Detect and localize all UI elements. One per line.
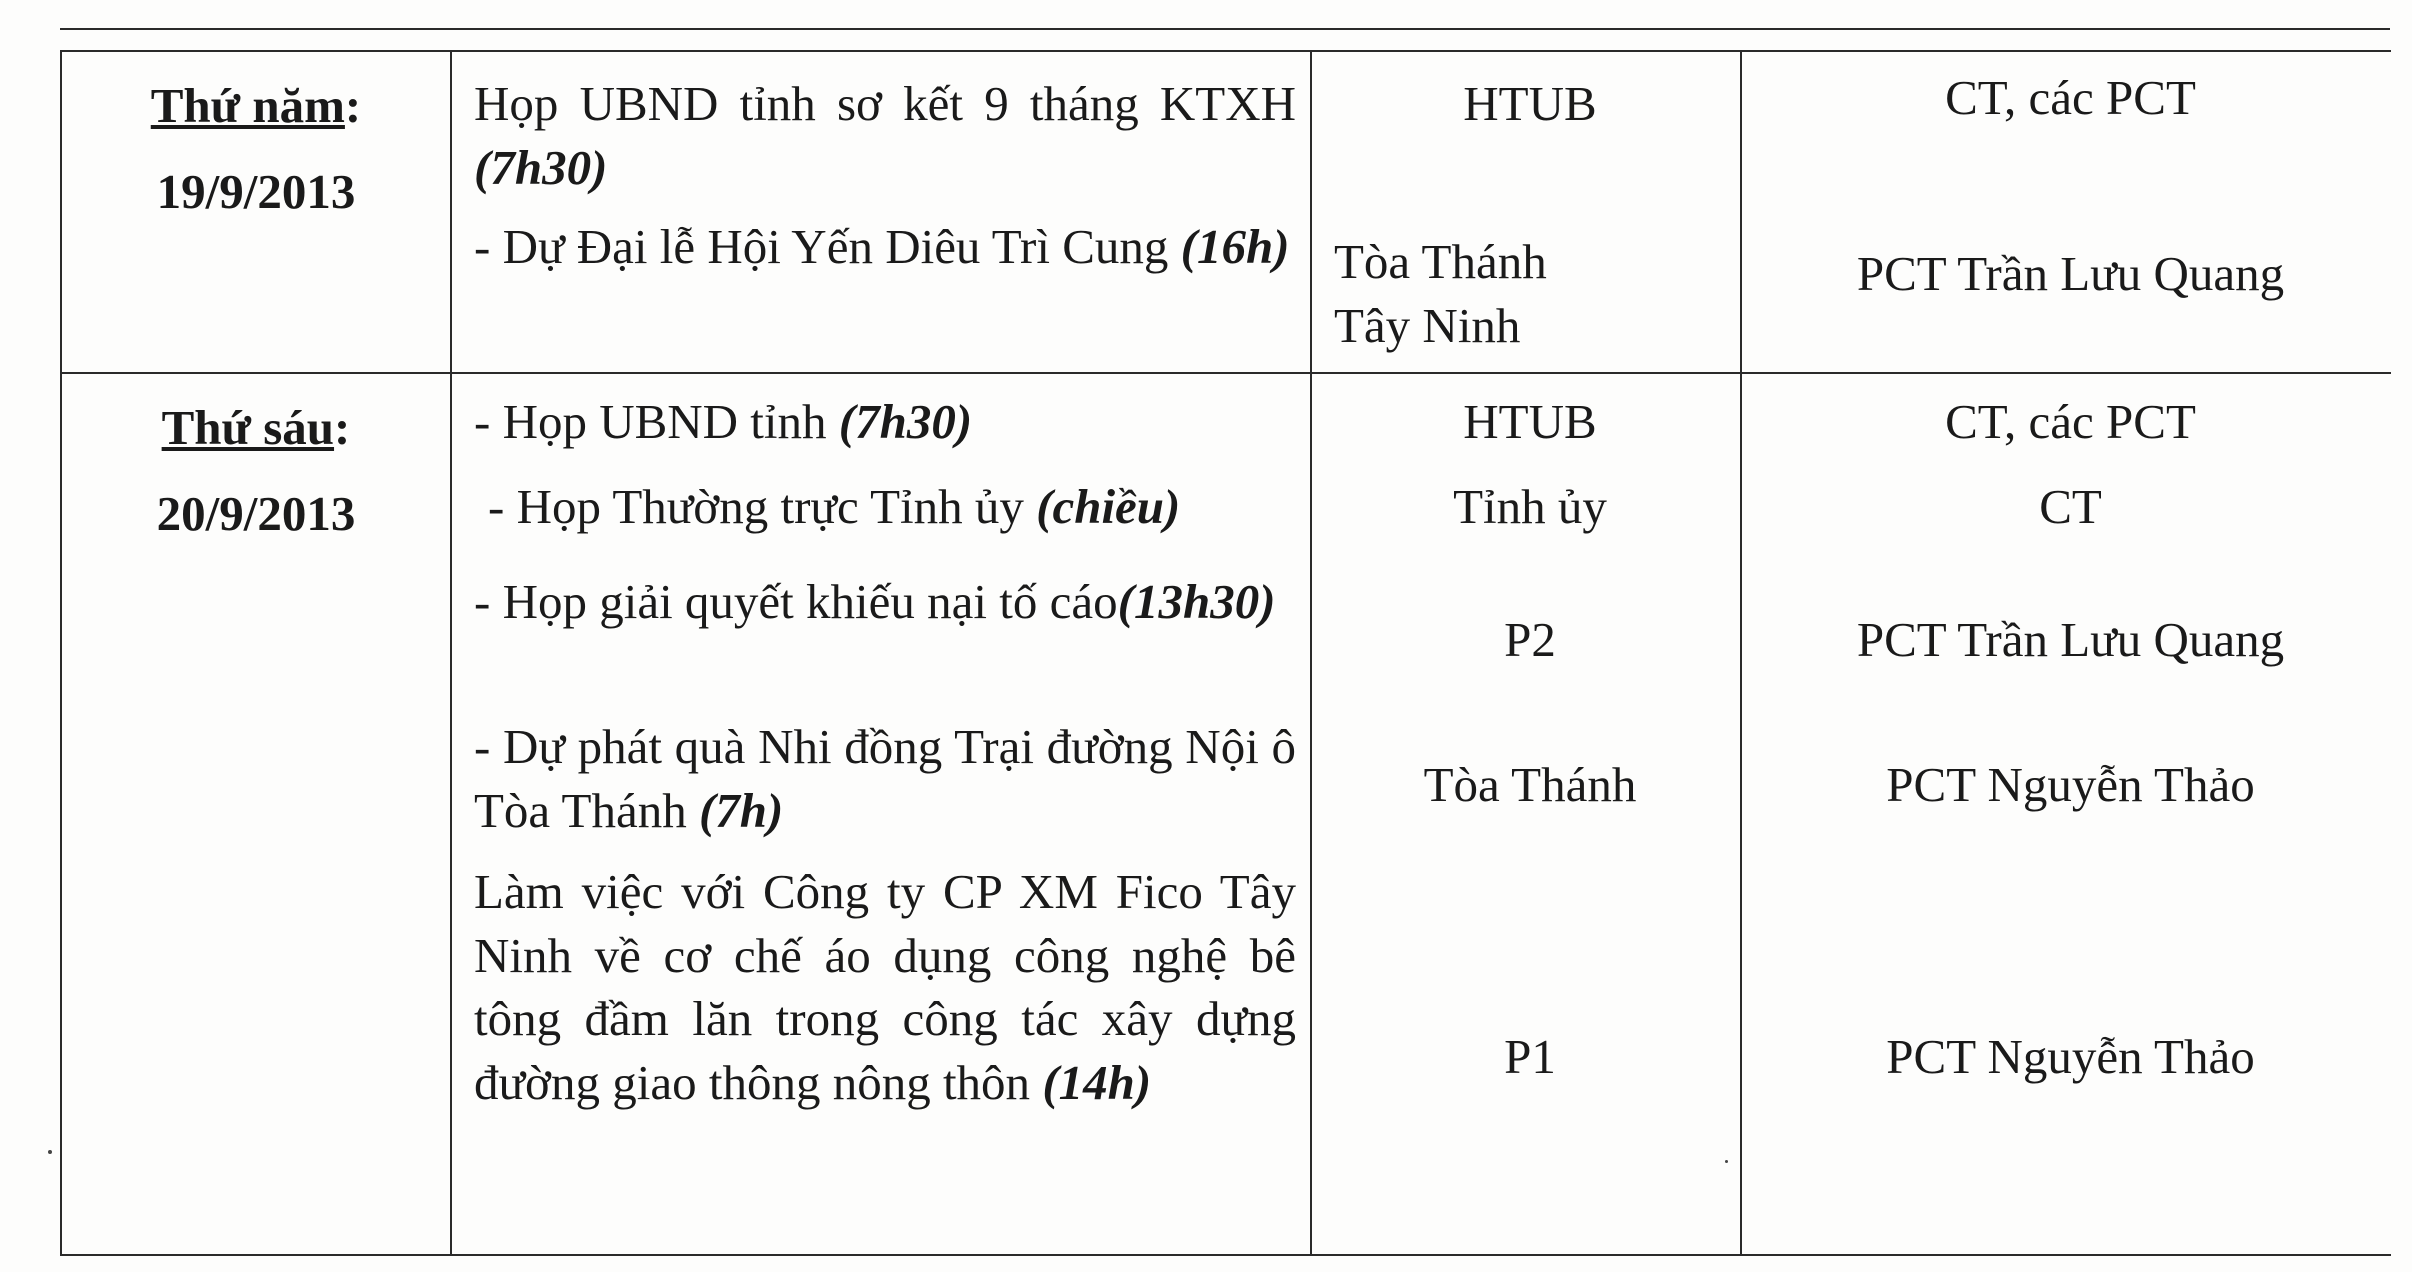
event-content: - Dự phát quà Nhi đồng Trại đường Nội ô Tòa Thánh bbox=[474, 719, 1296, 838]
location-item bbox=[1312, 564, 1740, 709]
day-name: Thứ năm bbox=[150, 78, 345, 133]
event-time: (7h30) bbox=[474, 139, 608, 195]
table-top-border bbox=[60, 28, 2390, 30]
attendees-item bbox=[1742, 564, 2391, 709]
event-attendees: CT, các PCT bbox=[1945, 394, 2196, 449]
day-cell bbox=[61, 51, 451, 373]
event-attendees: PCT Trần Lưu Quang bbox=[1856, 611, 2285, 667]
event-attendees: PCT Nguyễn Thảo bbox=[1886, 756, 2255, 812]
attendees-item bbox=[1742, 854, 2391, 1254]
event-time: (14h) bbox=[1042, 1055, 1152, 1111]
day-name: Thứ sáu bbox=[161, 400, 335, 455]
event-time: (7h) bbox=[698, 782, 784, 838]
event-attendees: CT, các PCT bbox=[1945, 70, 2196, 125]
event-attendees: PCT Trần Lưu Quang bbox=[1856, 246, 2285, 301]
attendees-item bbox=[1742, 709, 2391, 854]
event-content: - Họp Thường trực Tỉnh ủy bbox=[488, 479, 1024, 534]
attendees-item bbox=[1742, 374, 2391, 469]
event-attendees: CT bbox=[2039, 479, 2102, 534]
location-item bbox=[1312, 207, 1740, 372]
attendees-cell bbox=[1741, 51, 2391, 373]
list-item bbox=[452, 207, 1310, 372]
list-item bbox=[452, 52, 1310, 207]
location-item bbox=[1312, 52, 1740, 207]
day-colon: : bbox=[334, 400, 351, 455]
event-time: (16h) bbox=[1180, 219, 1290, 274]
content-cell bbox=[451, 373, 1311, 1255]
event-attendees: PCT Nguyễn Thảo bbox=[1886, 1029, 2255, 1085]
location-item bbox=[1312, 469, 1740, 564]
day-date: 19/9/2013 bbox=[156, 163, 356, 219]
event-content: - Họp giải quyết khiếu nại tố cáo bbox=[474, 574, 1118, 629]
content-cell bbox=[451, 51, 1311, 373]
event-location: HTUB bbox=[1463, 76, 1597, 131]
event-time: (7h30) bbox=[838, 394, 973, 449]
attendees-item bbox=[1742, 469, 2391, 564]
list-item bbox=[452, 709, 1310, 854]
event-time: (13h30) bbox=[1117, 574, 1276, 629]
attendees-item bbox=[1742, 207, 2391, 372]
event-location-line1: Tòa Thánh bbox=[1334, 233, 1547, 289]
day-colon: : bbox=[344, 78, 362, 133]
event-location-line2: Tây Ninh bbox=[1334, 297, 1521, 353]
event-location: Tòa Thánh bbox=[1423, 756, 1637, 812]
list-item bbox=[452, 564, 1310, 709]
event-location: Tỉnh ủy bbox=[1453, 479, 1607, 534]
location-cell bbox=[1311, 373, 1741, 1255]
schedule-row-friday bbox=[61, 373, 2391, 1255]
day-date: 20/9/2013 bbox=[156, 485, 356, 541]
location-cell bbox=[1311, 51, 1741, 373]
location-item bbox=[1312, 374, 1740, 469]
schedule-table bbox=[60, 50, 2391, 1256]
scan-speck bbox=[48, 1150, 52, 1154]
event-location: P2 bbox=[1504, 611, 1556, 667]
attendees-item bbox=[1742, 52, 2391, 207]
list-item bbox=[452, 374, 1310, 469]
location-item bbox=[1312, 709, 1740, 854]
day-cell bbox=[61, 373, 451, 1255]
event-location: HTUB bbox=[1463, 394, 1597, 449]
event-content: Làm việc với Công ty CP XM Fico Tây Ninh về cơ chế áo dụng công nghệ bê tông đầm lăn trong công tác xây dựng đường giao thông nông thôn bbox=[474, 864, 1296, 1111]
event-time: (chiều) bbox=[1036, 479, 1181, 534]
event-location: P1 bbox=[1504, 1029, 1556, 1085]
event-content: - Họp UBND tỉnh bbox=[474, 394, 827, 449]
list-item bbox=[452, 469, 1310, 564]
location-item bbox=[1312, 854, 1740, 1254]
attendees-cell bbox=[1741, 373, 2391, 1255]
event-content: Họp UBND tỉnh sơ kết 9 tháng KTXH bbox=[474, 76, 1296, 131]
scan-speck bbox=[1725, 1160, 1728, 1163]
event-content: - Dự Đại lễ Hội Yến Diêu Trì Cung bbox=[474, 219, 1169, 274]
list-item bbox=[452, 854, 1310, 1254]
schedule-row-thursday bbox=[61, 51, 2391, 373]
